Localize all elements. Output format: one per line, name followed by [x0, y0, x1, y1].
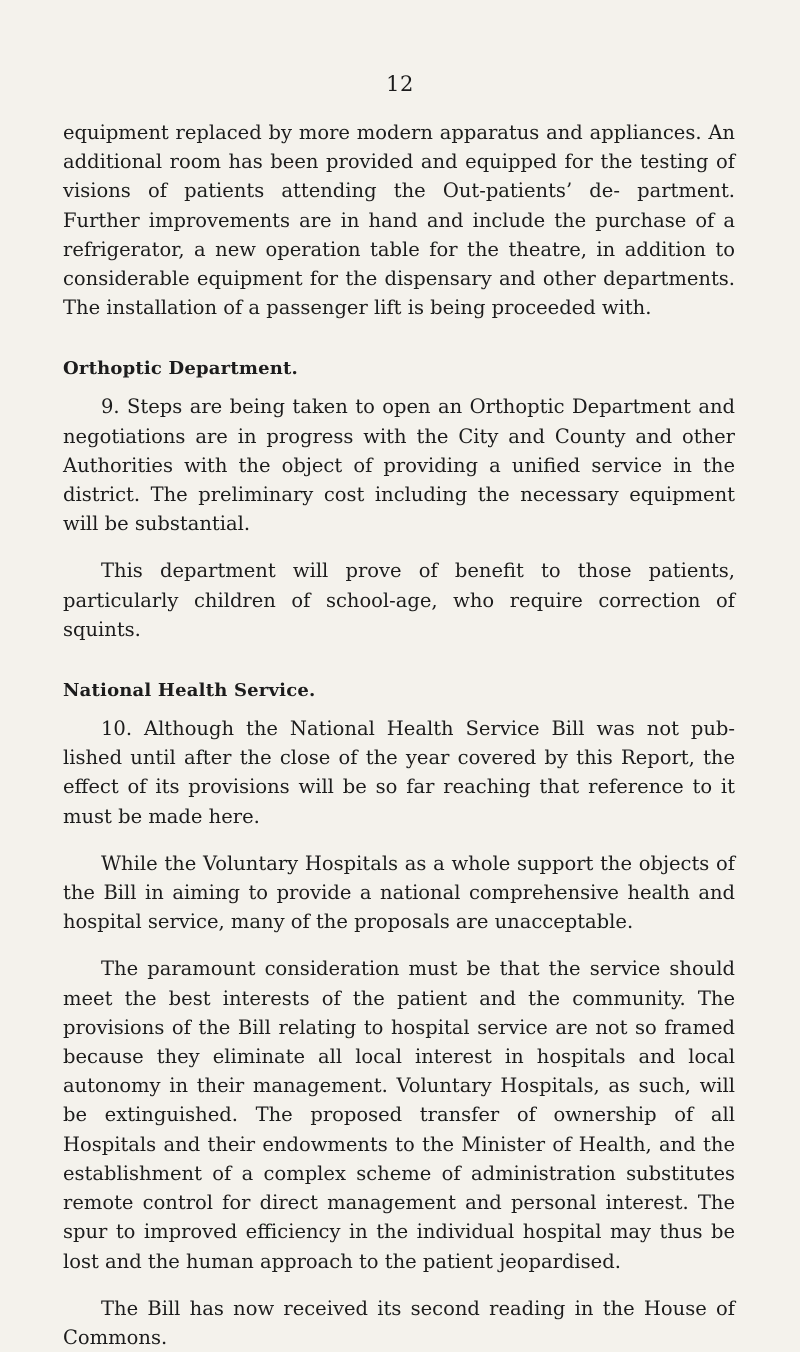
nhs-paragraph-3: The paramount consideration must be that the service should meet the best interests of the patient and the community. The provisions of the Bill relating to hospital service are not so framed because they eliminate all local interest in hospitals and local autonomy in their management. Voluntary Hospitals, as such, will be extinguished. The proposed transfer of ownership of all Hospitals and their endowments to the Minister of Health, and the establishment of a complex scheme of administration substitutes remote control for direct management and personal interest. The spur to improved efficiency in the individual hospital may thus be lost and the human approach to the patient jeopardised. — [63, 957, 735, 1273]
orthoptic-section — [63, 356, 735, 644]
nhs-paragraph-2: While the Voluntary Hospitals as a whole support the objects of the Bill in aiming to provide a national comprehensive health and hospital service, many of the proposals are unacceptable. — [63, 851, 735, 934]
intro-paragraph: equipment replaced by more modern apparatus and appliances. An additional room has been provided and equipped for the testing of visions of patients attending the Out-patients’ de- partment. Further improvements are in hand and include the purchase of a refrigerator, a new operation table for the theatre, in addition to considerable equipment for the dispensary and other departments. The installation of a passenger lift is being proceeded with. — [63, 121, 735, 320]
orthoptic-heading: Orthoptic Department. — [63, 358, 299, 380]
orthoptic-paragraph-1: 9. Steps are being taken to open an Orthoptic Department and negotiations are in progress with the City and County and other Authorities with the object of providing a unified service in the district. The preliminary cost including the necessary equipment will be substantial. — [63, 395, 735, 536]
orthoptic-paragraph-2: This department will prove of benefit to those patients, particularly children of school-age, who require correction of squints. — [63, 559, 735, 641]
page-content — [63, 118, 735, 1352]
nhs-paragraph-4: The Bill has now received its second reading in the House of Commons. — [63, 1296, 735, 1349]
page-number: 12 — [386, 72, 414, 96]
nhs-heading: National Health Service. — [63, 680, 316, 702]
nhs-section — [63, 678, 735, 1352]
nhs-paragraph-1: 10. Although the National Health Service Bill was not pub- lished until after the close of the year covered by this Report, the effect of its provisions will be so far reaching that reference to it must be made here. — [63, 717, 735, 828]
